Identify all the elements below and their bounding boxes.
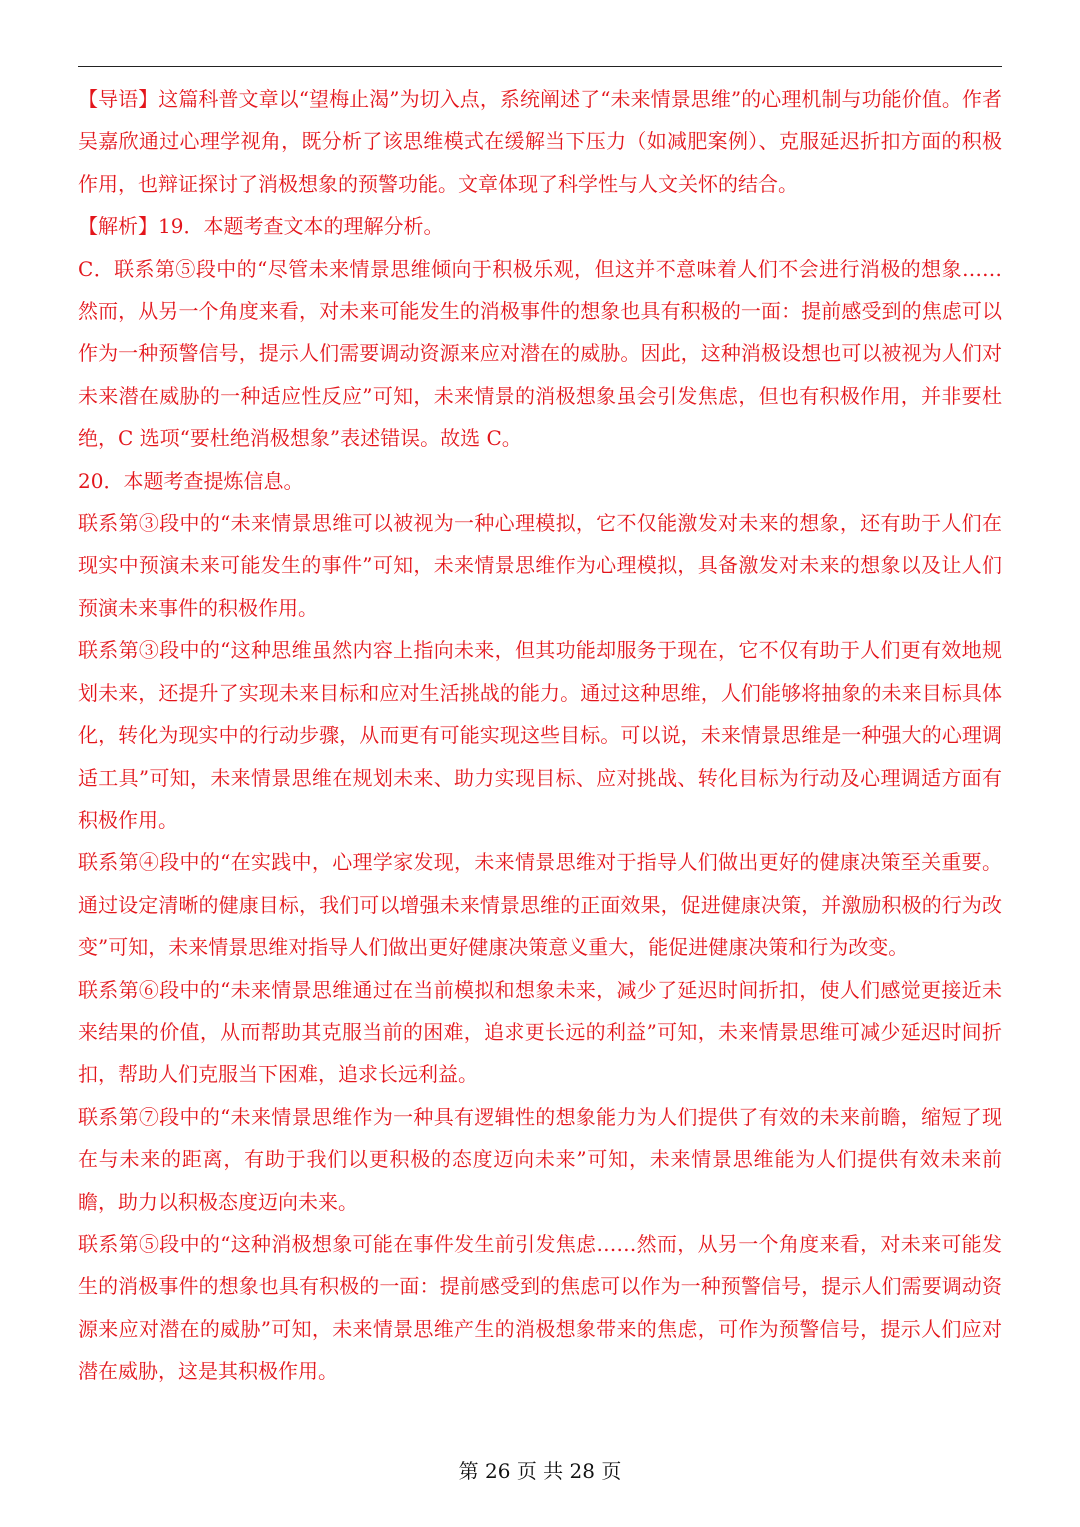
answer-20-paragraph-3: 联系第④段中的“在实践中，心理学家发现，未来情景思维对于指导人们做出更好的健康决策至关重要。通过设定清晰的健康目标，我们可以增强未来情景思维的正面效果，促进健康决策，并激励积极的行为改变”可知，未来情景思维对指导人们做出更好健康决策意义重大，能促进健康决策和行为改变。 [78, 850, 1002, 960]
answer-20-paragraph-2: 联系第③段中的“这种思维虽然内容上指向未来，但其功能却服务于现在，它不仅有助于人们更有效地规划未来，还提升了实现未来目标和应对生活挑战的能力。通过这种思维，人们能够将抽象的未来目标具体化，转化为现实中的行动步骤，从而更有可能实现这些目标。可以说，未来情景思维是一种强大的心理调适工具”可知，未来情景思维在规划未来、助力实现目标、应对挑战、转化目标为行动及心理调适方面有积极作用。 [78, 638, 1002, 832]
answer-20-paragraph-6: 联系第⑤段中的“这种消极想象可能在事件发生前引发焦虑……然而，从另一个角度来看，对未来可能发生的消极事件的想象也具有积极的一面：提前感受到的焦虑可以作为一种预警信号，提示人们需要调动资源来应对潜在的威胁”可知，未来情景思维产生的消极想象带来的焦虑，可作为预警信号，提示人们应对潜在威胁，这是其积极作用。 [78, 1231, 1002, 1384]
answer-20-paragraph-4: 联系第⑥段中的“未来情景思维通过在当前模拟和想象未来，减少了延迟时间折扣，使人们感觉更接近未来结果的价值，从而帮助其克服当前的困难，追求更长远的利益”可知，未来情景思维可减少延迟时间折扣，帮助人们克服当下困难，追求长远利益。 [78, 977, 1002, 1087]
header-rule [78, 66, 1002, 67]
answer-content [78, 78, 1002, 1393]
intro-paragraph: 【导语】这篇科普文章以“望梅止渴”为切入点，系统阐述了“未来情景思维”的心理机制与功能价值。作者吴嘉欣通过心理学视角，既分析了该思维模式在缓解当下压力（如减肥案例）、克服延迟折扣方面的积极作用，也辩证探讨了消极想象的预警功能。文章体现了科学性与人文关怀的结合。 [78, 87, 1002, 196]
analysis-heading: 【解析】19．本题考查文本的理解分析。 [78, 214, 444, 239]
answer-20-paragraph-5: 联系第⑦段中的“未来情景思维作为一种具有逻辑性的想象能力为人们提供了有效的未来前瞻，缩短了现在与未来的距离，有助于我们以更积极的态度迈向未来”可知，未来情景思维能为人们提供有效未来前瞻，助力以积极态度迈向未来。 [78, 1104, 1002, 1214]
answer-20-paragraph-1: 联系第③段中的“未来情景思维可以被视为一种心理模拟，它不仅能激发对未来的想象，还有助于人们在现实中预演未来可能发生的事件”可知，未来情景思维作为心理模拟，具备激发对未来的想象以及让人们预演未来事件的积极作用。 [78, 511, 1002, 620]
answer-19-paragraph: C．联系第⑤段中的“尽管未来情景思维倾向于积极乐观，但这并不意味着人们不会进行消极的想象……然而，从另一个角度来看，对未来可能发生的消极事件的想象也具有积极的一面：提前感受到的焦虑可以作为一种预警信号，提示人们需要调动资源来应对潜在的威胁。因此，这种消极设想也可以被视为人们对未来潜在威胁的一种适应性反应”可知，未来情景的消极想象虽会引发焦虑，但也有积极作用，并非要杜绝，C 选项“要杜绝消极想象”表述错误。故选 C。 [78, 256, 1002, 451]
page-number-footer: 第 26 页 共 28 页 [458, 1459, 622, 1483]
question-20-heading: 20．本题考查提炼信息。 [78, 468, 304, 493]
